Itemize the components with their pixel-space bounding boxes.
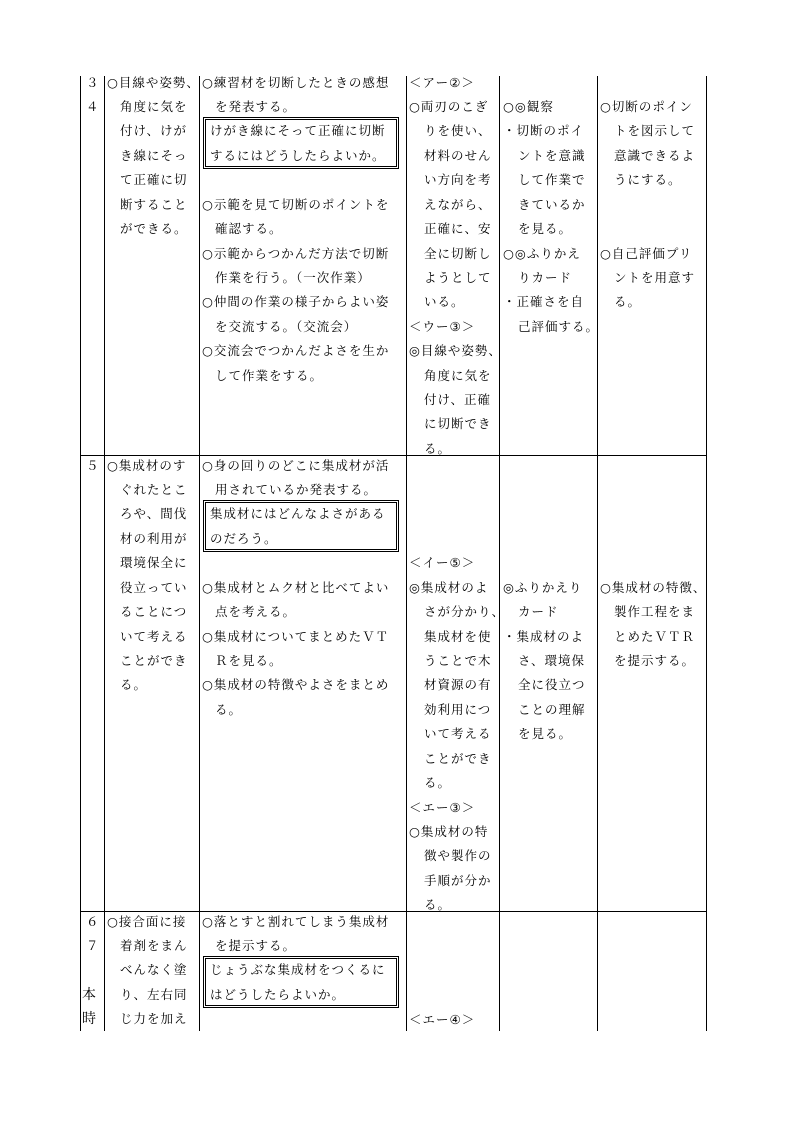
objective-line: 付け、けが bbox=[120, 123, 188, 138]
evaluation-line: 集成材を使 bbox=[424, 629, 492, 644]
objective-line: いて考える bbox=[120, 629, 188, 644]
period-number: ６ bbox=[86, 914, 100, 929]
current-lesson-marker: 時 bbox=[82, 1011, 97, 1027]
period-number: ３ bbox=[86, 75, 100, 90]
activity-line: ○身の回りのどこに集成材が活 bbox=[202, 458, 390, 473]
task-box-line: けがき線にそって正確に切断 bbox=[210, 123, 386, 138]
objective-line: 着剤をまん bbox=[120, 938, 188, 953]
activity-line: を提示する。 bbox=[215, 938, 297, 953]
evaluation-line: ことができ bbox=[424, 751, 492, 766]
objective-line: 角度に気を bbox=[120, 99, 188, 114]
evaluation-line: い方向を考 bbox=[424, 172, 492, 187]
method-line: ことの理解 bbox=[518, 702, 586, 717]
method-line: 己評価する。 bbox=[518, 319, 600, 334]
objective-line: 断すること bbox=[120, 197, 188, 212]
evaluation-line: 徴や製作の bbox=[424, 848, 492, 863]
activity-line: して作業をする。 bbox=[215, 368, 324, 383]
activity-line: ○示範を見て切断のポイントを bbox=[202, 197, 390, 212]
objective-line: り、左右同 bbox=[120, 987, 188, 1002]
method-line: ○◎ふりかえ bbox=[503, 246, 581, 261]
objective-line: ○集成材のす bbox=[107, 458, 187, 473]
evaluation-line: ○両刃のこぎ bbox=[409, 99, 489, 114]
activity-line: る。 bbox=[215, 702, 243, 717]
activity-line: ○示範からつかんだ方法で切断 bbox=[202, 246, 390, 261]
method-line: さ、環境保 bbox=[518, 653, 586, 668]
activity-line: 用されているか発表する。 bbox=[215, 482, 378, 497]
task-box-line: 集成材にはどんなよさがある bbox=[210, 506, 386, 521]
method-line: を見る。 bbox=[518, 726, 573, 741]
objective-line: ことができ bbox=[120, 653, 188, 668]
evaluation-line: る。 bbox=[424, 775, 452, 790]
support-line: うにする。 bbox=[614, 172, 682, 187]
method-line: ◎ふりかえり bbox=[503, 580, 583, 595]
evaluation-line: りを使い、 bbox=[424, 123, 492, 138]
evaluation-line: いて考える bbox=[424, 726, 492, 741]
activity-line: を交流する。（交流会） bbox=[215, 319, 358, 334]
objective-line: ろや、間伐 bbox=[120, 506, 188, 521]
objective-line: ○目線や姿勢、 bbox=[107, 75, 200, 90]
task-box-line: はどうしたらよいか。 bbox=[210, 987, 346, 1002]
activity-line: Ｒを見る。 bbox=[215, 653, 283, 668]
method-line: ・切断のポイ bbox=[503, 123, 585, 138]
evaluation-criterion-code: ＜エー④＞ bbox=[409, 1012, 476, 1027]
evaluation-line: さが分かり、 bbox=[424, 604, 506, 619]
evaluation-line: 手順が分か bbox=[424, 873, 492, 888]
grid-line-v bbox=[406, 76, 407, 1031]
activity-line: 作業を行う。（一次作業） bbox=[215, 270, 371, 285]
objective-line: べんなく塗 bbox=[120, 962, 188, 977]
evaluation-line: 効利用につ bbox=[424, 702, 492, 717]
grid-line-v bbox=[80, 76, 81, 1031]
activity-line: ○練習材を切断したときの感想 bbox=[202, 75, 390, 90]
objective-line: ○接合面に接 bbox=[107, 914, 187, 929]
method-line: きているか bbox=[518, 197, 586, 212]
evaluation-line: に切断でき bbox=[424, 416, 492, 431]
activity-line: ○集成材とムク材と比べてよい bbox=[202, 580, 390, 595]
method-line: を見る。 bbox=[518, 221, 573, 236]
evaluation-line: 材料のせん bbox=[424, 148, 492, 163]
objective-line: 環境保全に bbox=[120, 555, 188, 570]
evaluation-line: 角度に気を bbox=[424, 368, 492, 383]
grid-line-v bbox=[499, 76, 500, 1031]
evaluation-criterion-code: ＜アー②＞ bbox=[409, 75, 475, 90]
support-line: とめたＶＴＲ bbox=[614, 629, 696, 644]
objective-line: る。 bbox=[120, 677, 148, 692]
method-line: ○◎観察 bbox=[503, 99, 554, 114]
evaluation-line: えながら、 bbox=[424, 197, 492, 212]
grid-line-v bbox=[706, 76, 707, 1031]
grid-line-v bbox=[199, 76, 200, 1031]
objective-line: き線にそっ bbox=[120, 148, 188, 163]
support-line: ○切断のポイン bbox=[600, 99, 693, 114]
activity-line: ○落とすと割れてしまう集成材 bbox=[202, 914, 390, 929]
evaluation-line: ようとして bbox=[424, 270, 492, 285]
task-box-line: するにはどうしたらよいか。 bbox=[210, 148, 386, 163]
method-line: カード bbox=[518, 604, 559, 619]
evaluation-line: いる。 bbox=[424, 294, 465, 309]
method-line: りカード bbox=[518, 270, 573, 285]
evaluation-line: ◎目線や姿勢、 bbox=[409, 343, 502, 358]
method-line: して作業で bbox=[518, 172, 586, 187]
evaluation-line: 全に切断し bbox=[424, 246, 492, 261]
activity-line: 点を考える。 bbox=[215, 604, 297, 619]
activity-line: ○集成材についてまとめたＶＴ bbox=[202, 629, 390, 644]
grid-line-v bbox=[597, 76, 598, 1031]
support-line: トを図示して bbox=[614, 123, 696, 138]
support-line: ントを用意す bbox=[614, 270, 696, 285]
objective-line: て正確に切 bbox=[120, 172, 188, 187]
method-line: 全に役立つ bbox=[518, 677, 586, 692]
evaluation-criterion-code: ＜エー③＞ bbox=[409, 800, 476, 815]
support-line: を提示する。 bbox=[614, 653, 696, 668]
activity-line: ○交流会でつかんだよさを生か bbox=[202, 343, 390, 358]
method-line: ・集成材のよ bbox=[503, 629, 585, 644]
current-lesson-marker: 本 bbox=[82, 987, 97, 1003]
activity-line: ○集成材の特徴やよさをまとめ bbox=[202, 677, 390, 692]
grid-line-v bbox=[104, 76, 105, 1031]
objective-line: ることにつ bbox=[120, 604, 188, 619]
objective-line: ぐれたとこ bbox=[120, 482, 188, 497]
period-number: ４ bbox=[86, 99, 100, 114]
support-line: ○自己評価プリ bbox=[600, 246, 693, 261]
period-number: ７ bbox=[86, 938, 100, 953]
evaluation-line: る。 bbox=[424, 897, 452, 912]
task-box-line: じょうぶな集成材をつくるに bbox=[210, 962, 386, 977]
evaluation-criterion-code: ＜ウー③＞ bbox=[409, 319, 476, 334]
evaluation-line: うことで木 bbox=[424, 653, 492, 668]
evaluation-line: る。 bbox=[424, 441, 452, 456]
support-line: ○集成材の特徴、 bbox=[600, 580, 707, 595]
objective-line: じ力を加え bbox=[120, 1011, 188, 1026]
objective-line: 材の利用が bbox=[120, 531, 188, 546]
support-line: 意識できるよ bbox=[614, 148, 696, 163]
evaluation-line: ○集成材の特 bbox=[409, 824, 489, 839]
activity-line: 確認する。 bbox=[215, 221, 283, 236]
objective-line: ができる。 bbox=[120, 221, 188, 236]
objective-line: 役立ってい bbox=[120, 580, 188, 595]
evaluation-line: 材資源の有 bbox=[424, 677, 492, 692]
evaluation-line: 付け、正確 bbox=[424, 392, 492, 407]
task-box-line: のだろう。 bbox=[210, 531, 278, 546]
activity-line: ○仲間の作業の様子からよい姿 bbox=[202, 294, 390, 309]
method-line: ・正確さを自 bbox=[503, 294, 585, 309]
method-line: ントを意識 bbox=[518, 148, 586, 163]
evaluation-line: 正確に、安 bbox=[424, 221, 492, 236]
support-line: 製作工程をま bbox=[614, 604, 696, 619]
evaluation-criterion-code: ＜イー⑤＞ bbox=[409, 555, 476, 570]
activity-line: を発表する。 bbox=[215, 99, 297, 114]
evaluation-line: ◎集成材のよ bbox=[409, 580, 489, 595]
period-number: ５ bbox=[86, 458, 100, 473]
support-line: る。 bbox=[614, 294, 642, 309]
